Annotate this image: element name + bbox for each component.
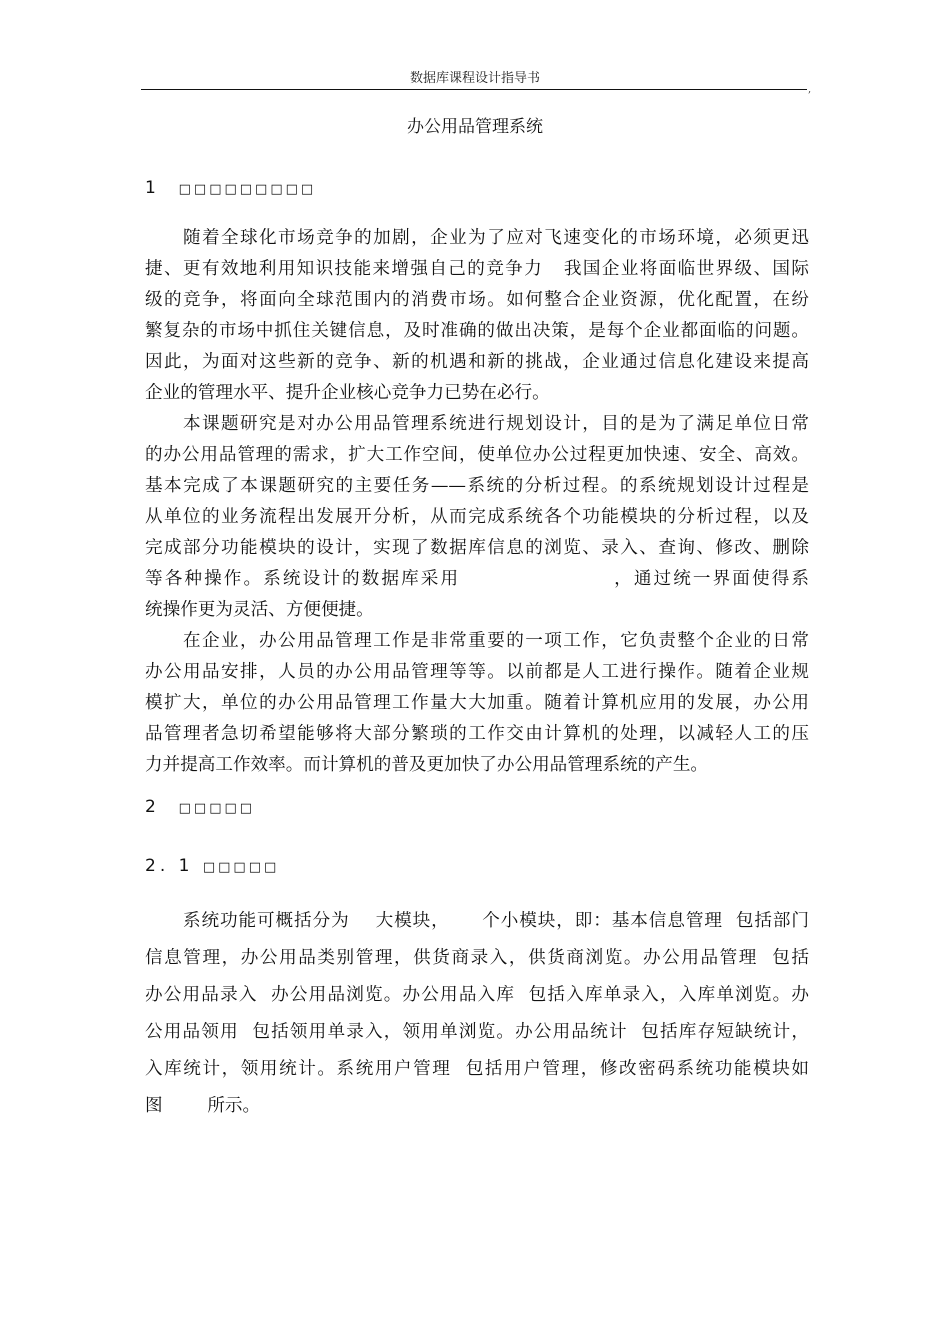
text-line: 随着全球化市场竞争的加剧，企业为了应对飞速变化的市场环境，必须更迅 [183,228,809,248]
text-line: 办公用品安排，人员的办公用品管理等等。以前都是人工进行操作。随着企业规 [145,662,809,682]
running-header-title: 数据库课程设计指导书 [409,71,540,86]
text-line: 模扩大，单位的办公用品管理工作量大大加重。随着计算机应用的发展，办公用 [145,693,809,713]
text-line: 在企业，办公用品管理工作是非常重要的一项工作，它负责整个企业的日常 [183,631,809,651]
section-1-paragraph-1 [145,223,809,409]
text-line: 系统功能可概括分为 大模块， 个小模块，即：基本信息管理 包括部门 [183,911,809,931]
text-line: 信息管理，办公用品类别管理，供货商录入，供货商浏览。办公用品管理 包括 [145,948,809,968]
text-line: 办公用品录入 办公用品浏览。办公用品入库 包括入库单录入，入库单浏览。办 [145,985,809,1005]
text-line: 从单位的业务流程出发展开分析，从而完成系统各个功能模块的分析过程，以及 [145,507,809,527]
text-line: 本课题研究是对办公用品管理系统进行规划设计，目的是为了满足单位日常 [183,414,809,434]
text-line: 等各种操作。系统设计的数据库采用 ，通过统一界面使得系 [145,569,809,589]
header-tick-mark: , [808,84,812,95]
text-line: 入库统计，领用统计。系统用户管理 包括用户管理，修改密码系统功能模块如 [145,1059,809,1079]
section-2-1-heading: 2. 1 □□□□□ [145,856,280,876]
text-line: 繁复杂的市场中抓住关键信息，及时准确的做出决策，是每个企业都面临的问题。 [145,321,809,341]
text-line: 完成部分功能模块的设计，实现了数据库信息的浏览、录入、查询、修改、删除 [145,538,809,558]
section-2-1-paragraph [145,903,809,1125]
text-line: 力并提高工作效率。而计算机的普及更加快了办公用品管理系统的产生。 [145,755,709,775]
section-2-heading-glyphs: □□□□□ [178,801,256,816]
header-rule [141,89,807,90]
text-line: 基本完成了本课题研究的主要任务——系统的分析过程。的系统规划设计过程是 [145,476,809,496]
text-line: 品管理者急切希望能够将大部分繁琐的工作交由计算机的处理，以减轻人工的压 [145,724,809,744]
text-line: 捷、更有效地利用知识技能来增强自己的竞争力 我国企业将面临世界级、国际 [145,259,809,279]
section-1-paragraph-3 [145,626,809,781]
section-1-paragraph-2 [145,409,809,626]
text-line: 因此，为面对这些新的竞争、新的机遇和新的挑战，企业通过信息化建设来提高 [145,352,809,372]
document-title: 办公用品管理系统 [407,117,543,137]
section-1-heading: 1 □□□□□□□□□ [145,178,317,198]
text-line: 的办公用品管理的需求，扩大工作空间，使单位办公过程更加快速、安全、高效。 [145,445,809,465]
text-line: 图 所示。 [145,1096,261,1116]
text-line: 统操作更为灵活、方便便捷。 [145,600,374,620]
text-line: 企业的管理水平、提升企业核心竞争力已势在必行。 [145,383,550,403]
section-1-heading-glyphs: □□□□□□□□□ [178,182,317,197]
text-line: 级的竞争，将面向全球范围内的消费市场。如何整合企业资源，优化配置，在纷 [145,290,809,310]
section-2-1-heading-glyphs: □□□□□ [202,860,280,875]
section-2-heading: 2 □□□□□ [145,797,256,817]
text-line: 公用品领用 包括领用单录入，领用单浏览。办公用品统计 包括库存短缺统计， [145,1022,809,1042]
